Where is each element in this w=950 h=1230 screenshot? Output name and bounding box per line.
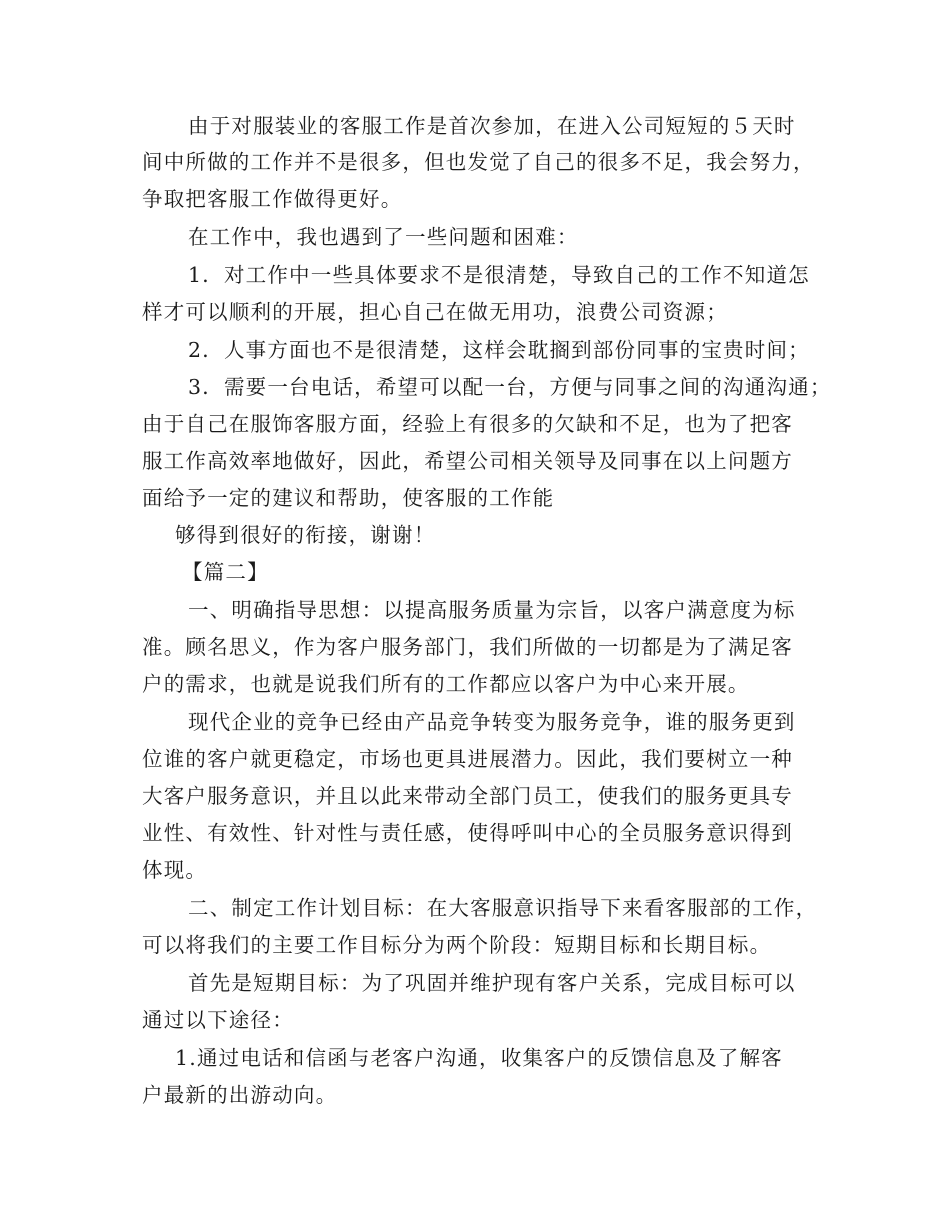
text-line: 由于对服装业的客服工作是首次参加，在进入公司短短的５天时 (188, 114, 796, 138)
text-line: 样才可以顺利的开展，担心自己在做无用功，浪费公司资源； (142, 300, 728, 324)
text-line: 够得到很好的衔接，谢谢！ (175, 523, 436, 547)
text-line: 服工作高效率地做好，因此，希望公司相关领导及同事在以上问题方 (142, 449, 793, 473)
text-line: 位谁的客户就更稳定，市场也更具进展潜力。因此，我们要树立一种 (142, 747, 793, 771)
text-line: 户的需求，也就是说我们所有的工作都应以客户为中心来开展。 (142, 672, 750, 696)
section-heading: 【篇二】 (182, 560, 269, 584)
text-line: 户最新的出游动向。 (142, 1083, 338, 1107)
text-line: 业性、有效性、针对性与责任感，使得呼叫中心的全员服务意识得到 (142, 821, 793, 845)
text-line: 二、制定工作计划目标：在大客服意识指导下来看客服部的工作， (188, 896, 818, 920)
text-line: 通过以下途径： (142, 1008, 294, 1032)
text-line: 体现。 (142, 858, 208, 882)
text-line: 大客户服务意识，并且以此来带动全部门员工，使我们的服务更具专 (142, 784, 793, 808)
text-line: 由于自己在服饰客服方面，经验上有很多的欠缺和不足，也为了把客 (142, 412, 793, 436)
text-line: 1．对工作中一些具体要求不是很清楚，导致自己的工作不知道怎 (188, 263, 810, 287)
text-line: 1.通过电话和信函与老客户沟通，收集客户的反馈信息及了解客 (175, 1046, 783, 1070)
text-line: 现代企业的竞争已经由产品竞争转变为服务竞争，谁的服务更到 (188, 710, 796, 734)
text-line: 一、明确指导思想：以提高服务质量为宗旨，以客户满意度为标 (188, 598, 796, 622)
text-line: 在工作中，我也遇到了一些问题和困难： (188, 225, 579, 249)
text-line: 准。顾名思义，作为客户服务部门，我们所做的一切都是为了满足客 (142, 635, 793, 659)
text-line: 间中所做的工作并不是很多，但也发觉了自己的很多不足，我会努力， (142, 150, 815, 174)
text-line: 争取把客服工作做得更好。 (142, 187, 403, 211)
text-line: 面给予一定的建议和帮助，使客服的工作能 (142, 486, 555, 510)
text-line: 2．人事方面也不是很清楚，这样会耽搁到部份同事的宝贵时间； (188, 338, 810, 362)
text-line: 3．需要一台电话，希望可以配一台，方便与同事之间的沟通沟通； (188, 375, 832, 399)
text-line: 可以将我们的主要工作目标分为两个阶段：短期目标和长期目标。 (142, 933, 772, 957)
text-line: 首先是短期目标：为了巩固并维护现有客户关系，完成目标可以 (188, 971, 796, 995)
